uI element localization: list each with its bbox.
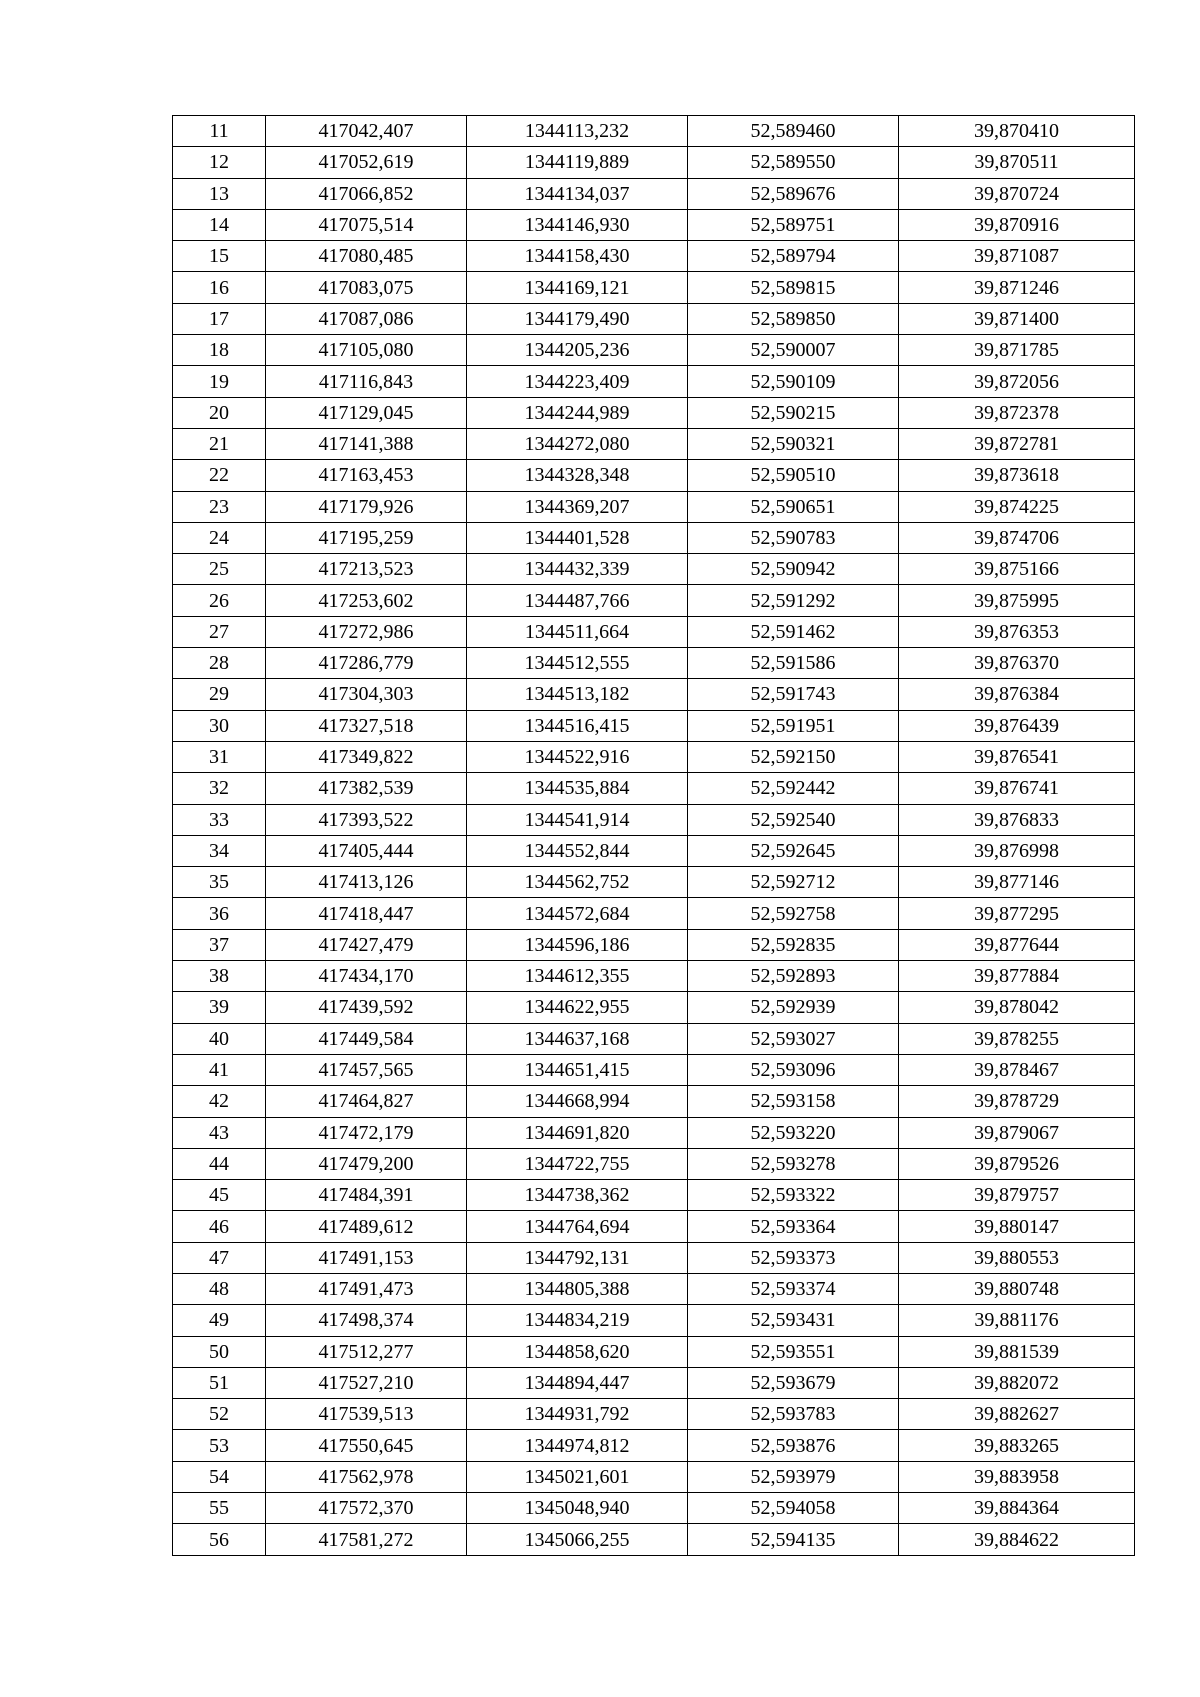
point-number-cell: 39 <box>173 992 266 1023</box>
y-coordinate-cell: 1344205,236 <box>467 335 688 366</box>
x-coordinate-cell: 417105,080 <box>266 335 467 366</box>
table-row <box>173 1399 1135 1430</box>
y-coordinate-cell: 1344974,812 <box>467 1430 688 1461</box>
point-number-cell: 50 <box>173 1336 266 1367</box>
table-row <box>173 1086 1135 1117</box>
longitude-cell: 39,880147 <box>899 1211 1135 1242</box>
x-coordinate-cell: 417052,619 <box>266 147 467 178</box>
point-number-cell: 14 <box>173 209 266 240</box>
point-number-cell: 26 <box>173 585 266 616</box>
latitude-cell: 52,590321 <box>688 428 899 459</box>
table-row <box>173 1054 1135 1085</box>
latitude-cell: 52,593679 <box>688 1367 899 1398</box>
x-coordinate-cell: 417253,602 <box>266 585 467 616</box>
longitude-cell: 39,877295 <box>899 898 1135 929</box>
point-number-cell: 46 <box>173 1211 266 1242</box>
longitude-cell: 39,871087 <box>899 241 1135 272</box>
latitude-cell: 52,592150 <box>688 741 899 772</box>
longitude-cell: 39,879067 <box>899 1117 1135 1148</box>
point-number-cell: 44 <box>173 1148 266 1179</box>
point-number-cell: 53 <box>173 1430 266 1461</box>
point-number-cell: 40 <box>173 1023 266 1054</box>
latitude-cell: 52,590651 <box>688 491 899 522</box>
point-number-cell: 15 <box>173 241 266 272</box>
y-coordinate-cell: 1344522,916 <box>467 741 688 772</box>
point-number-cell: 28 <box>173 648 266 679</box>
point-number-cell: 24 <box>173 522 266 553</box>
table-row <box>173 679 1135 710</box>
table-row <box>173 773 1135 804</box>
point-number-cell: 56 <box>173 1524 266 1555</box>
latitude-cell: 52,592645 <box>688 835 899 866</box>
point-number-cell: 19 <box>173 366 266 397</box>
x-coordinate-cell: 417491,473 <box>266 1273 467 1304</box>
y-coordinate-cell: 1344668,994 <box>467 1086 688 1117</box>
x-coordinate-cell: 417550,645 <box>266 1430 467 1461</box>
table-row <box>173 554 1135 585</box>
y-coordinate-cell: 1344722,755 <box>467 1148 688 1179</box>
latitude-cell: 52,594058 <box>688 1493 899 1524</box>
x-coordinate-cell: 417562,978 <box>266 1461 467 1492</box>
y-coordinate-cell: 1344738,362 <box>467 1180 688 1211</box>
latitude-cell: 52,592540 <box>688 804 899 835</box>
longitude-cell: 39,881539 <box>899 1336 1135 1367</box>
longitude-cell: 39,878255 <box>899 1023 1135 1054</box>
x-coordinate-cell: 417087,086 <box>266 303 467 334</box>
x-coordinate-cell: 417042,407 <box>266 116 467 147</box>
point-number-cell: 32 <box>173 773 266 804</box>
y-coordinate-cell: 1345021,601 <box>467 1461 688 1492</box>
x-coordinate-cell: 417179,926 <box>266 491 467 522</box>
point-number-cell: 36 <box>173 898 266 929</box>
point-number-cell: 45 <box>173 1180 266 1211</box>
latitude-cell: 52,591743 <box>688 679 899 710</box>
table-row <box>173 147 1135 178</box>
x-coordinate-cell: 417472,179 <box>266 1117 467 1148</box>
longitude-cell: 39,880553 <box>899 1242 1135 1273</box>
longitude-cell: 39,883958 <box>899 1461 1135 1492</box>
table-row <box>173 992 1135 1023</box>
point-number-cell: 49 <box>173 1305 266 1336</box>
x-coordinate-cell: 417066,852 <box>266 178 467 209</box>
latitude-cell: 52,593158 <box>688 1086 899 1117</box>
x-coordinate-cell: 417491,153 <box>266 1242 467 1273</box>
table-row <box>173 116 1135 147</box>
longitude-cell: 39,877146 <box>899 867 1135 898</box>
point-number-cell: 30 <box>173 710 266 741</box>
longitude-cell: 39,882072 <box>899 1367 1135 1398</box>
point-number-cell: 29 <box>173 679 266 710</box>
latitude-cell: 52,592939 <box>688 992 899 1023</box>
table-row <box>173 1430 1135 1461</box>
longitude-cell: 39,870410 <box>899 116 1135 147</box>
y-coordinate-cell: 1344764,694 <box>467 1211 688 1242</box>
latitude-cell: 52,591292 <box>688 585 899 616</box>
longitude-cell: 39,870511 <box>899 147 1135 178</box>
y-coordinate-cell: 1344622,955 <box>467 992 688 1023</box>
latitude-cell: 52,593783 <box>688 1399 899 1430</box>
x-coordinate-cell: 417272,986 <box>266 616 467 647</box>
x-coordinate-cell: 417527,210 <box>266 1367 467 1398</box>
x-coordinate-cell: 417195,259 <box>266 522 467 553</box>
point-number-cell: 43 <box>173 1117 266 1148</box>
longitude-cell: 39,871246 <box>899 272 1135 303</box>
longitude-cell: 39,879757 <box>899 1180 1135 1211</box>
latitude-cell: 52,592835 <box>688 929 899 960</box>
latitude-cell: 52,593364 <box>688 1211 899 1242</box>
x-coordinate-cell: 417479,200 <box>266 1148 467 1179</box>
longitude-cell: 39,876370 <box>899 648 1135 679</box>
point-number-cell: 37 <box>173 929 266 960</box>
longitude-cell: 39,877884 <box>899 961 1135 992</box>
y-coordinate-cell: 1344369,207 <box>467 491 688 522</box>
y-coordinate-cell: 1344516,415 <box>467 710 688 741</box>
longitude-cell: 39,876998 <box>899 835 1135 866</box>
x-coordinate-cell: 417498,374 <box>266 1305 467 1336</box>
longitude-cell: 39,871785 <box>899 335 1135 366</box>
table-row <box>173 272 1135 303</box>
point-number-cell: 13 <box>173 178 266 209</box>
longitude-cell: 39,881176 <box>899 1305 1135 1336</box>
x-coordinate-cell: 417539,513 <box>266 1399 467 1430</box>
table-row <box>173 929 1135 960</box>
point-number-cell: 27 <box>173 616 266 647</box>
longitude-cell: 39,878042 <box>899 992 1135 1023</box>
point-number-cell: 47 <box>173 1242 266 1273</box>
point-number-cell: 33 <box>173 804 266 835</box>
table-row <box>173 1367 1135 1398</box>
y-coordinate-cell: 1344146,930 <box>467 209 688 240</box>
y-coordinate-cell: 1344637,168 <box>467 1023 688 1054</box>
y-coordinate-cell: 1344931,792 <box>467 1399 688 1430</box>
latitude-cell: 52,593220 <box>688 1117 899 1148</box>
y-coordinate-cell: 1344244,989 <box>467 397 688 428</box>
y-coordinate-cell: 1344487,766 <box>467 585 688 616</box>
table-row <box>173 241 1135 272</box>
x-coordinate-cell: 417413,126 <box>266 867 467 898</box>
x-coordinate-cell: 417393,522 <box>266 804 467 835</box>
longitude-cell: 39,877644 <box>899 929 1135 960</box>
y-coordinate-cell: 1344272,080 <box>467 428 688 459</box>
longitude-cell: 39,874706 <box>899 522 1135 553</box>
latitude-cell: 52,590109 <box>688 366 899 397</box>
table-row <box>173 1461 1135 1492</box>
point-number-cell: 12 <box>173 147 266 178</box>
x-coordinate-cell: 417382,539 <box>266 773 467 804</box>
x-coordinate-cell: 417572,370 <box>266 1493 467 1524</box>
x-coordinate-cell: 417427,479 <box>266 929 467 960</box>
table-row <box>173 428 1135 459</box>
y-coordinate-cell: 1344119,889 <box>467 147 688 178</box>
longitude-cell: 39,873618 <box>899 460 1135 491</box>
longitude-cell: 39,884364 <box>899 1493 1135 1524</box>
table-row <box>173 522 1135 553</box>
point-number-cell: 54 <box>173 1461 266 1492</box>
x-coordinate-cell: 417080,485 <box>266 241 467 272</box>
latitude-cell: 52,589676 <box>688 178 899 209</box>
longitude-cell: 39,884622 <box>899 1524 1135 1555</box>
x-coordinate-cell: 417484,391 <box>266 1180 467 1211</box>
latitude-cell: 52,592712 <box>688 867 899 898</box>
y-coordinate-cell: 1344552,844 <box>467 835 688 866</box>
latitude-cell: 52,593979 <box>688 1461 899 1492</box>
y-coordinate-cell: 1344169,121 <box>467 272 688 303</box>
point-number-cell: 52 <box>173 1399 266 1430</box>
longitude-cell: 39,870916 <box>899 209 1135 240</box>
point-number-cell: 48 <box>173 1273 266 1304</box>
y-coordinate-cell: 1344511,664 <box>467 616 688 647</box>
y-coordinate-cell: 1344562,752 <box>467 867 688 898</box>
latitude-cell: 52,594135 <box>688 1524 899 1555</box>
table-row <box>173 585 1135 616</box>
longitude-cell: 39,876353 <box>899 616 1135 647</box>
table-row <box>173 1148 1135 1179</box>
table-row <box>173 1305 1135 1336</box>
latitude-cell: 52,590007 <box>688 335 899 366</box>
latitude-cell: 52,593374 <box>688 1273 899 1304</box>
table-row <box>173 1336 1135 1367</box>
latitude-cell: 52,590783 <box>688 522 899 553</box>
longitude-cell: 39,876741 <box>899 773 1135 804</box>
longitude-cell: 39,878467 <box>899 1054 1135 1085</box>
y-coordinate-cell: 1344805,388 <box>467 1273 688 1304</box>
latitude-cell: 52,590215 <box>688 397 899 428</box>
point-number-cell: 20 <box>173 397 266 428</box>
x-coordinate-cell: 417213,523 <box>266 554 467 585</box>
x-coordinate-cell: 417083,075 <box>266 272 467 303</box>
x-coordinate-cell: 417163,453 <box>266 460 467 491</box>
longitude-cell: 39,872378 <box>899 397 1135 428</box>
table-row <box>173 1524 1135 1555</box>
latitude-cell: 52,592893 <box>688 961 899 992</box>
table-row <box>173 804 1135 835</box>
y-coordinate-cell: 1344792,131 <box>467 1242 688 1273</box>
y-coordinate-cell: 1344596,186 <box>467 929 688 960</box>
longitude-cell: 39,882627 <box>899 1399 1135 1430</box>
y-coordinate-cell: 1344512,555 <box>467 648 688 679</box>
table-row <box>173 178 1135 209</box>
table-row <box>173 397 1135 428</box>
y-coordinate-cell: 1345066,255 <box>467 1524 688 1555</box>
point-number-cell: 18 <box>173 335 266 366</box>
table-row <box>173 741 1135 772</box>
longitude-cell: 39,872056 <box>899 366 1135 397</box>
latitude-cell: 52,591586 <box>688 648 899 679</box>
y-coordinate-cell: 1344432,339 <box>467 554 688 585</box>
point-number-cell: 25 <box>173 554 266 585</box>
table-row <box>173 1493 1135 1524</box>
latitude-cell: 52,593431 <box>688 1305 899 1336</box>
point-number-cell: 42 <box>173 1086 266 1117</box>
x-coordinate-cell: 417405,444 <box>266 835 467 866</box>
latitude-cell: 52,589751 <box>688 209 899 240</box>
point-number-cell: 51 <box>173 1367 266 1398</box>
longitude-cell: 39,880748 <box>899 1273 1135 1304</box>
y-coordinate-cell: 1344179,490 <box>467 303 688 334</box>
longitude-cell: 39,876833 <box>899 804 1135 835</box>
point-number-cell: 34 <box>173 835 266 866</box>
y-coordinate-cell: 1344401,528 <box>467 522 688 553</box>
table-row <box>173 491 1135 522</box>
x-coordinate-cell: 417464,827 <box>266 1086 467 1117</box>
x-coordinate-cell: 417489,612 <box>266 1211 467 1242</box>
table-row <box>173 961 1135 992</box>
longitude-cell: 39,879526 <box>899 1148 1135 1179</box>
x-coordinate-cell: 417116,843 <box>266 366 467 397</box>
point-number-cell: 17 <box>173 303 266 334</box>
latitude-cell: 52,589550 <box>688 147 899 178</box>
table-row <box>173 1211 1135 1242</box>
x-coordinate-cell: 417512,277 <box>266 1336 467 1367</box>
x-coordinate-cell: 417286,779 <box>266 648 467 679</box>
table-row <box>173 1242 1135 1273</box>
x-coordinate-cell: 417418,447 <box>266 898 467 929</box>
table-row <box>173 1180 1135 1211</box>
x-coordinate-cell: 417581,272 <box>266 1524 467 1555</box>
latitude-cell: 52,593322 <box>688 1180 899 1211</box>
table-row <box>173 616 1135 647</box>
table-row <box>173 648 1135 679</box>
x-coordinate-cell: 417129,045 <box>266 397 467 428</box>
latitude-cell: 52,590942 <box>688 554 899 585</box>
y-coordinate-cell: 1344158,430 <box>467 241 688 272</box>
y-coordinate-cell: 1344858,620 <box>467 1336 688 1367</box>
x-coordinate-cell: 417141,388 <box>266 428 467 459</box>
x-coordinate-cell: 417457,565 <box>266 1054 467 1085</box>
y-coordinate-cell: 1344691,820 <box>467 1117 688 1148</box>
x-coordinate-cell: 417075,514 <box>266 209 467 240</box>
point-number-cell: 38 <box>173 961 266 992</box>
table-row <box>173 710 1135 741</box>
x-coordinate-cell: 417327,518 <box>266 710 467 741</box>
longitude-cell: 39,872781 <box>899 428 1135 459</box>
latitude-cell: 52,593373 <box>688 1242 899 1273</box>
latitude-cell: 52,593876 <box>688 1430 899 1461</box>
y-coordinate-cell: 1345048,940 <box>467 1493 688 1524</box>
latitude-cell: 52,593096 <box>688 1054 899 1085</box>
table-row <box>173 1023 1135 1054</box>
longitude-cell: 39,883265 <box>899 1430 1135 1461</box>
y-coordinate-cell: 1344134,037 <box>467 178 688 209</box>
y-coordinate-cell: 1344535,884 <box>467 773 688 804</box>
longitude-cell: 39,875995 <box>899 585 1135 616</box>
point-number-cell: 21 <box>173 428 266 459</box>
point-number-cell: 35 <box>173 867 266 898</box>
table-row <box>173 366 1135 397</box>
coordinates-table-body <box>173 116 1135 1556</box>
x-coordinate-cell: 417439,592 <box>266 992 467 1023</box>
longitude-cell: 39,876541 <box>899 741 1135 772</box>
latitude-cell: 52,592758 <box>688 898 899 929</box>
y-coordinate-cell: 1344541,914 <box>467 804 688 835</box>
coordinates-table <box>172 115 1135 1556</box>
table-row <box>173 209 1135 240</box>
longitude-cell: 39,875166 <box>899 554 1135 585</box>
point-number-cell: 23 <box>173 491 266 522</box>
table-row <box>173 835 1135 866</box>
latitude-cell: 52,593278 <box>688 1148 899 1179</box>
table-row <box>173 1273 1135 1304</box>
latitude-cell: 52,590510 <box>688 460 899 491</box>
x-coordinate-cell: 417304,303 <box>266 679 467 710</box>
y-coordinate-cell: 1344894,447 <box>467 1367 688 1398</box>
longitude-cell: 39,871400 <box>899 303 1135 334</box>
latitude-cell: 52,589794 <box>688 241 899 272</box>
latitude-cell: 52,591462 <box>688 616 899 647</box>
point-number-cell: 16 <box>173 272 266 303</box>
y-coordinate-cell: 1344612,355 <box>467 961 688 992</box>
table-row <box>173 303 1135 334</box>
point-number-cell: 22 <box>173 460 266 491</box>
x-coordinate-cell: 417449,584 <box>266 1023 467 1054</box>
y-coordinate-cell: 1344513,182 <box>467 679 688 710</box>
y-coordinate-cell: 1344651,415 <box>467 1054 688 1085</box>
latitude-cell: 52,592442 <box>688 773 899 804</box>
latitude-cell: 52,589815 <box>688 272 899 303</box>
longitude-cell: 39,874225 <box>899 491 1135 522</box>
y-coordinate-cell: 1344834,219 <box>467 1305 688 1336</box>
x-coordinate-cell: 417434,170 <box>266 961 467 992</box>
longitude-cell: 39,878729 <box>899 1086 1135 1117</box>
x-coordinate-cell: 417349,822 <box>266 741 467 772</box>
latitude-cell: 52,593551 <box>688 1336 899 1367</box>
latitude-cell: 52,591951 <box>688 710 899 741</box>
table-row <box>173 898 1135 929</box>
point-number-cell: 55 <box>173 1493 266 1524</box>
latitude-cell: 52,589460 <box>688 116 899 147</box>
point-number-cell: 31 <box>173 741 266 772</box>
longitude-cell: 39,876384 <box>899 679 1135 710</box>
point-number-cell: 11 <box>173 116 266 147</box>
point-number-cell: 41 <box>173 1054 266 1085</box>
latitude-cell: 52,589850 <box>688 303 899 334</box>
longitude-cell: 39,870724 <box>899 178 1135 209</box>
table-row <box>173 1117 1135 1148</box>
latitude-cell: 52,593027 <box>688 1023 899 1054</box>
y-coordinate-cell: 1344328,348 <box>467 460 688 491</box>
y-coordinate-cell: 1344572,684 <box>467 898 688 929</box>
table-row <box>173 460 1135 491</box>
y-coordinate-cell: 1344113,232 <box>467 116 688 147</box>
table-row <box>173 867 1135 898</box>
longitude-cell: 39,876439 <box>899 710 1135 741</box>
y-coordinate-cell: 1344223,409 <box>467 366 688 397</box>
table-row <box>173 335 1135 366</box>
